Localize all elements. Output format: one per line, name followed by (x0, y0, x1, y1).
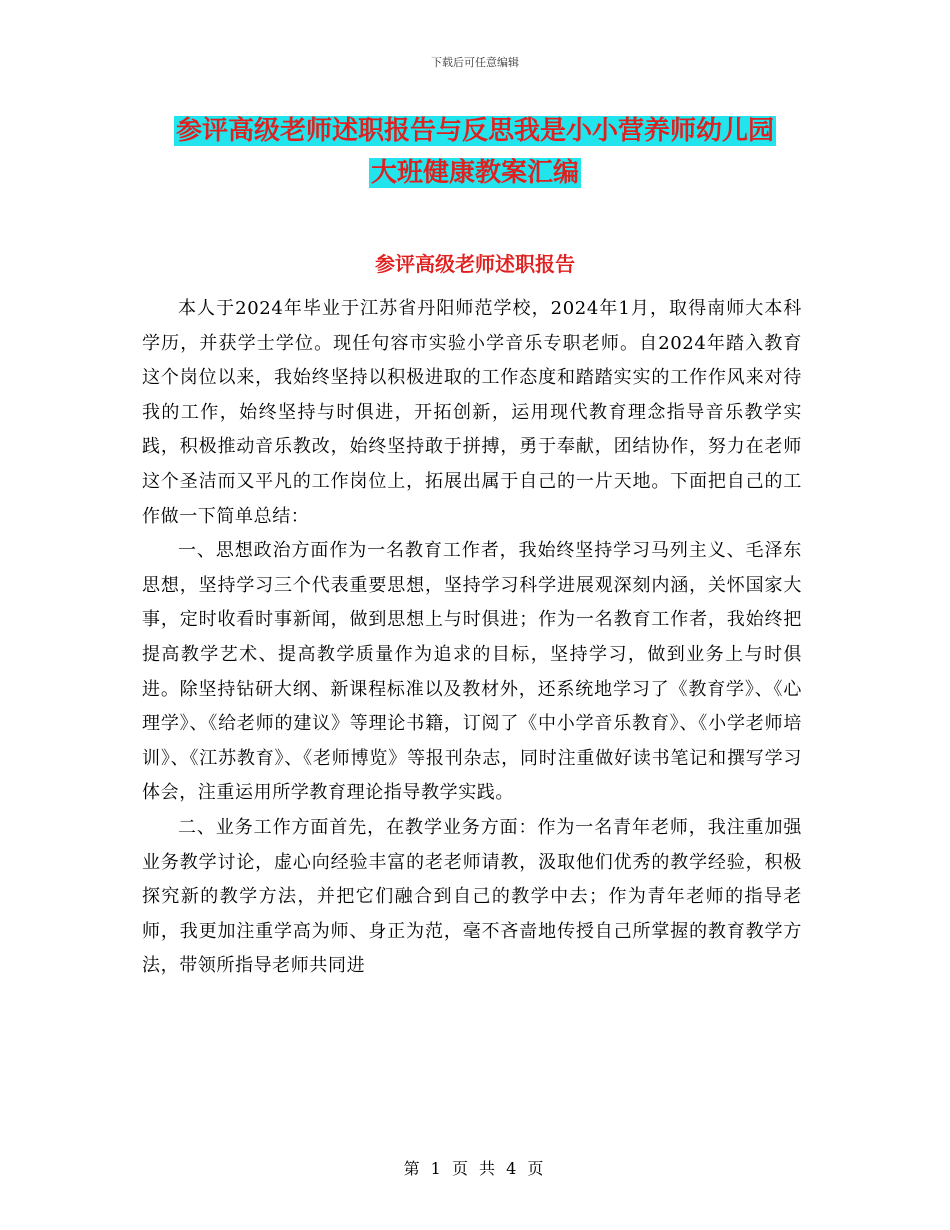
paragraph-work: 二、业务工作方面首先，在教学业务方面：作为一名青年老师，我注重加强业务教学讨论，虚心向经验丰富的老老师请教，汲取他们优秀的教学经验，积极探究新的教学方法，并把它们融合到自己的教学中去；作为青年老师的指导老师，我更加注重学高为师、身正为范，毫不吝啬地传授自己所掌握的教育教学方法，带领所指导老师共同进 (142, 816, 802, 977)
header-note: 下载后可任意编辑 (431, 56, 519, 69)
paragraph-political: 一、思想政治方面作为一名教育工作者，我始终坚持学习马列主义、毛泽东思想，坚持学习三个代表重要思想，坚持学习科学进展观深刻内涵，关怀国家大事，定时收看时事新闻，做到思想上与时俱进；作为一名教育工作者，我始终把提高教学艺术、提高教学质量作为追求的目标，坚持学习，做到业务上与时俱进。除坚持钻研大纲、新课程标准以及教材外，还系统地学习了《教育学》、《心理学》、《给老师的建议》等理论书籍，订阅了《中小学音乐教育》、《小学老师培训》、《江苏教育》、《老师博览》等报刊杂志，同时注重做好读书笔记和撰写学习体会，注重运用所学教育理论指导教学实践。 (142, 540, 802, 804)
document-title-line-1: 参评高级老师述职报告与反思我是小小营养师幼儿园 (175, 116, 774, 146)
document-title (0, 110, 950, 194)
paragraph-intro: 本人于2024年毕业于江苏省丹阳师范学校，2024年1月，取得南师大本科学历，并获学士学位。现任句容市实验小学音乐专职老师。自2024年踏入教育这个岗位以来，我始终坚持以积极进取的工作态度和踏踏实实的工作作风来对待我的工作，始终坚持与时俱进，开拓创新，运用现代教育理念指导音乐教学实践，积极推动音乐教改，始终坚持敢于拼搏，勇于奉献，团结协作，努力在老师这个圣洁而又平凡的工作岗位上，拓展出属于自己的一片天地。下面把自己的工作做一下简单总结： (142, 298, 802, 527)
section-title: 参评高级老师述职报告 (375, 252, 575, 276)
body-text (142, 292, 802, 984)
page-number: 第 1 页 共 4 页 (403, 1159, 547, 1178)
document-title-line-2: 大班健康教案汇编 (370, 158, 579, 188)
